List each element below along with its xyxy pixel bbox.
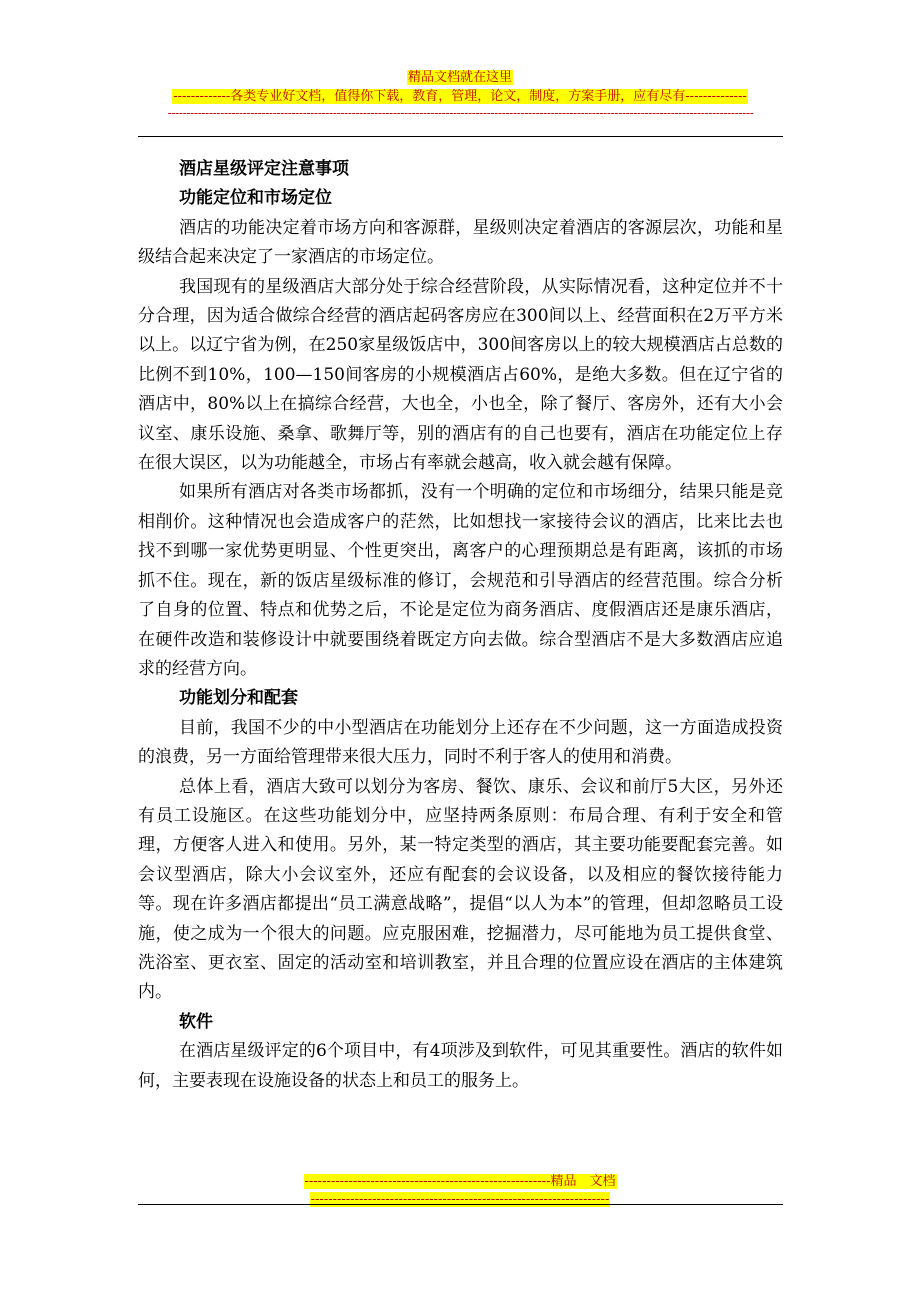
header-banner-subtitle: [0, 85, 920, 105]
section-heading-positioning: 功能定位和市场定位: [179, 188, 332, 209]
footer-line1-text: --------------------------------------------------------精品 文档: [304, 1174, 616, 1189]
section-heading-software: 软件: [179, 1011, 213, 1032]
document-title: 酒店星级评定注意事项: [179, 159, 349, 179]
header-dash-line: ------------------------------------------------------------------------------------------------------------------------------------------------------------: [167, 106, 754, 120]
paragraph: 酒店的功能决定着市场方向和客源群，星级则决定着酒店的客源层次，功能和星级结合起来决定了一家酒店的市场定位。: [138, 217, 783, 268]
paragraph: 目前，我国不少的中小型酒店在功能划分上还存在不少问题，这一方面造成投资的浪费，另一方面给管理带来很大压力，同时不利于客人的使用和消费。: [138, 717, 783, 768]
footer-banner-line1: [0, 1170, 920, 1190]
paragraph: 总体上看，酒店大致可以划分为客房、餐饮、康乐、会议和前厅5大区，另外还有员工设施区。在这些功能划分中，应坚持两条原则：布局合理、有利于安全和管理，方便客人进入和使用。另外，某一特定类型的酒店，其主要功能要配套完善。如会议型酒店，除大小会议室外，还应有配套的会议设备，以及相应的餐饮接待能力等。现在许多酒店都提出“员工满意战略”，提倡“以人为本”的管理，但却忽略员工设施，使之成为一个很大的问题。应克服困难，挖掘潜力，尽可能地为员工提供食堂、洗浴室、更衣室、固定的活动室和培训教室，并且合理的位置应设在酒店的主体建筑内。: [138, 776, 783, 1003]
header-title-text: 精品文档就在这里: [407, 70, 512, 85]
header-banner-title: [0, 66, 920, 86]
paragraph: 在酒店星级评定的6个项目中，有4项涉及到软件，可见其重要性。酒店的软件如何，主要表现在设施设备的状态上和员工的服务上。: [138, 1041, 783, 1091]
footer-rule: [138, 1204, 783, 1205]
paragraph: 我国现有的星级酒店大部分处于综合经营阶段，从实际情况看，这种定位并不十分合理，因为适合做综合经营的酒店起码客房应在300间以上、经营面积在2万平方米以上。以辽宁省为例，在250家星级饭店中，300间客房以上的较大规模酒店占总数的比例不到10%，100—150间客房的小规模酒店占60%，是绝大多数。但在辽宁省的酒店中，80%以上在搞综合经营，大也全，小也全，除了餐厅、客房外，还有大小会议室、康乐设施、桑拿、歌舞厅等，别的酒店有的自己也要有，酒店在功能定位上存在很大误区，以为功能越全，市场占有率就会越高，收入就会越有保障。: [138, 276, 783, 474]
header-subtitle-text: -------------各类专业好文档，值得你下载，教育，管理，论文，制度，方案手册，应有尽有--------------: [173, 89, 747, 104]
section-heading-division: 功能划分和配套: [179, 688, 298, 709]
paragraph: 如果所有酒店对各类市场都抓，没有一个明确的定位和市场细分，结果只能是竞相削价。这种情况也会造成客户的茫然，比如想找一家接待会议的酒店，比来比去也找不到哪一家优势更明显、个性更突出，离客户的心理预期总是有距离，该抓的市场抓不住。现在，新的饭店星级标准的修订，会规范和引导酒店的经营范围。综合分析了自身的位置、特点和优势之后，不论是定位为商务酒店、度假酒店还是康乐酒店，在硬件改造和装修设计中就要围绕着既定方向去做。综合型酒店不是大多数酒店应追求的经营方向。: [138, 482, 783, 679]
document-body: [138, 155, 783, 1096]
header-rule: [138, 136, 783, 137]
footer-line2-text: --------------------------------------------------------------------: [310, 1192, 610, 1207]
footer-banner-line2: [0, 1188, 920, 1208]
